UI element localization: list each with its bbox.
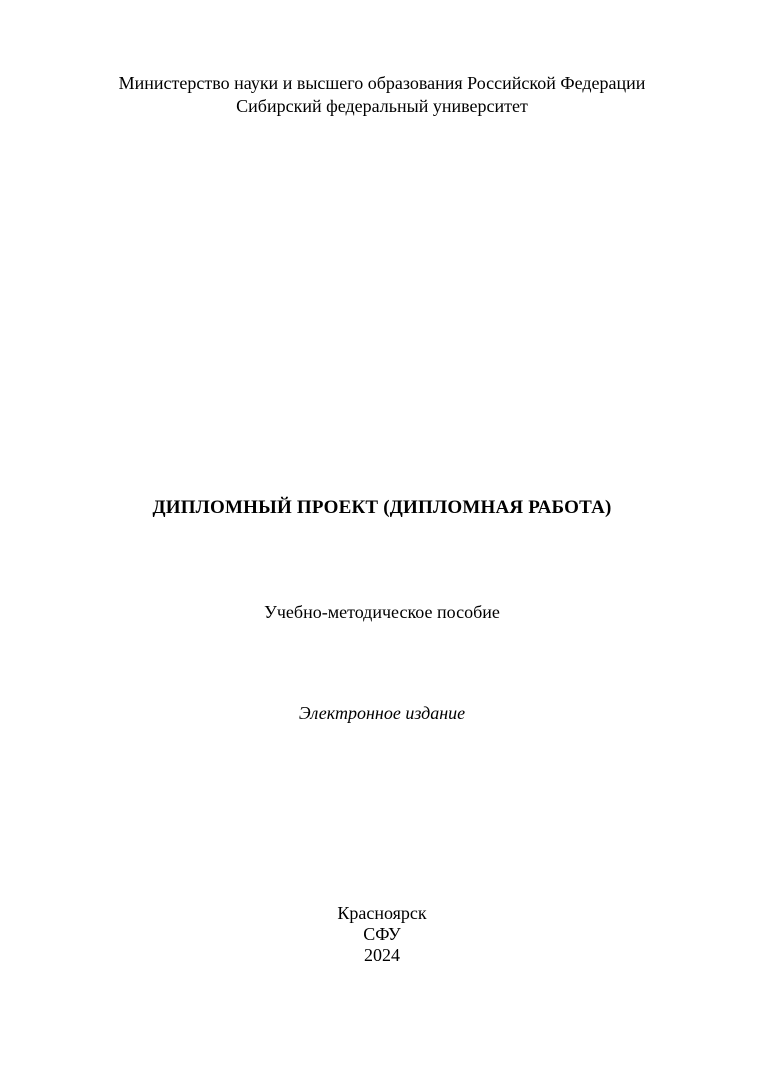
ministry-header <box>0 72 764 118</box>
imprint-city: Красноярск <box>337 903 427 923</box>
imprint <box>0 903 764 966</box>
imprint-year: 2024 <box>364 945 400 965</box>
imprint-publisher: СФУ <box>363 924 401 944</box>
document-title: ДИПЛОМНЫЙ ПРОЕКТ (ДИПЛОМНАЯ РАБОТА) <box>152 497 612 518</box>
edition-note: Электронное издание <box>298 703 466 723</box>
document-subtitle: Учебно-методическое пособие <box>264 602 500 622</box>
ministry-line: Министерство науки и высшего образования Российской Федерации <box>118 73 646 93</box>
university-line: Сибирский федеральный университет <box>236 96 528 116</box>
